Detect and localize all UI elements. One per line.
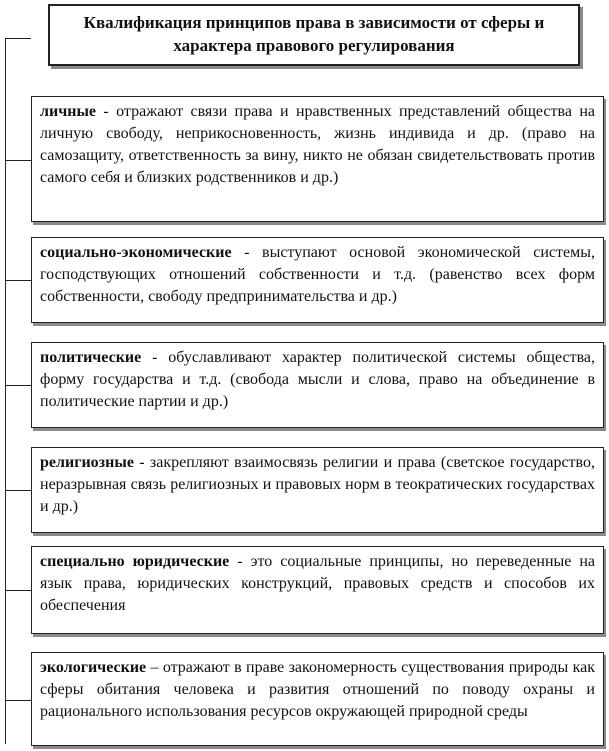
principle-separator: -	[141, 349, 169, 366]
principle-description: отражают связи права и нравственных представлений общества на личную свободу, неприкосновенность, жизнь индивида и др. (право на самозащиту, ответственность за вину, никто не обязан свидетельствовать против самого себя и близких родственников и др.)	[40, 103, 596, 186]
principle-term: политические	[40, 349, 142, 366]
principle-description: отражают в праве закономерность существования природы как сферы обитания человека и развития отношений по поводу охраны и рационального использования ресурсов окружающей природной среды	[40, 659, 595, 720]
principle-separator: -	[96, 103, 117, 120]
principle-box-socio-economic	[31, 237, 604, 323]
connector-title	[5, 38, 31, 39]
principle-separator: -	[231, 244, 263, 261]
principle-separator: –	[146, 659, 163, 676]
principle-box-political	[31, 342, 604, 428]
principle-box-ecological	[31, 652, 604, 746]
principle-term: специально юридические	[40, 553, 230, 570]
principle-box-special-legal	[31, 546, 604, 634]
principle-term: личные	[40, 103, 97, 120]
principle-term: религиозные	[40, 454, 134, 471]
connector-item-4	[5, 490, 31, 491]
principle-box-personal	[31, 96, 604, 222]
principle-separator: -	[133, 454, 150, 471]
principle-box-religious	[31, 447, 604, 533]
diagram-title-text: Квалификация принципов права в зависимости от сферы и характера правового регулирования	[83, 13, 545, 55]
connector-trunk	[5, 38, 6, 744]
connector-item-2	[5, 280, 31, 281]
diagram-title	[48, 4, 580, 66]
principle-description: закрепляют взаимосвязь религии и права (светское государство, неразрывная связь религиозных и правовых норм в теократических государствах и др.)	[40, 454, 595, 515]
principle-term: экологические	[40, 659, 147, 676]
principle-term: социально-экономические	[40, 244, 232, 261]
connector-item-3	[5, 385, 31, 386]
principle-description: выступают основой экономической системы, господствующих отношений собственности и т.д. (равенство всех форм собственности, свободу предпринимательства и др.)	[40, 244, 596, 305]
principle-description: обуславливают характер политической системы общества, форму государства и т.д. (свобода мысли и слова, право на объединение в политические партии и др.)	[40, 349, 596, 410]
connector-item-1	[5, 160, 31, 161]
connector-item-6	[5, 700, 31, 701]
principle-separator: -	[229, 553, 251, 570]
connector-item-5	[5, 590, 31, 591]
principle-description: это социальные принципы, но переведенные на язык права, юридических конструкций, правовых средств и способов их обеспечения	[40, 553, 596, 614]
